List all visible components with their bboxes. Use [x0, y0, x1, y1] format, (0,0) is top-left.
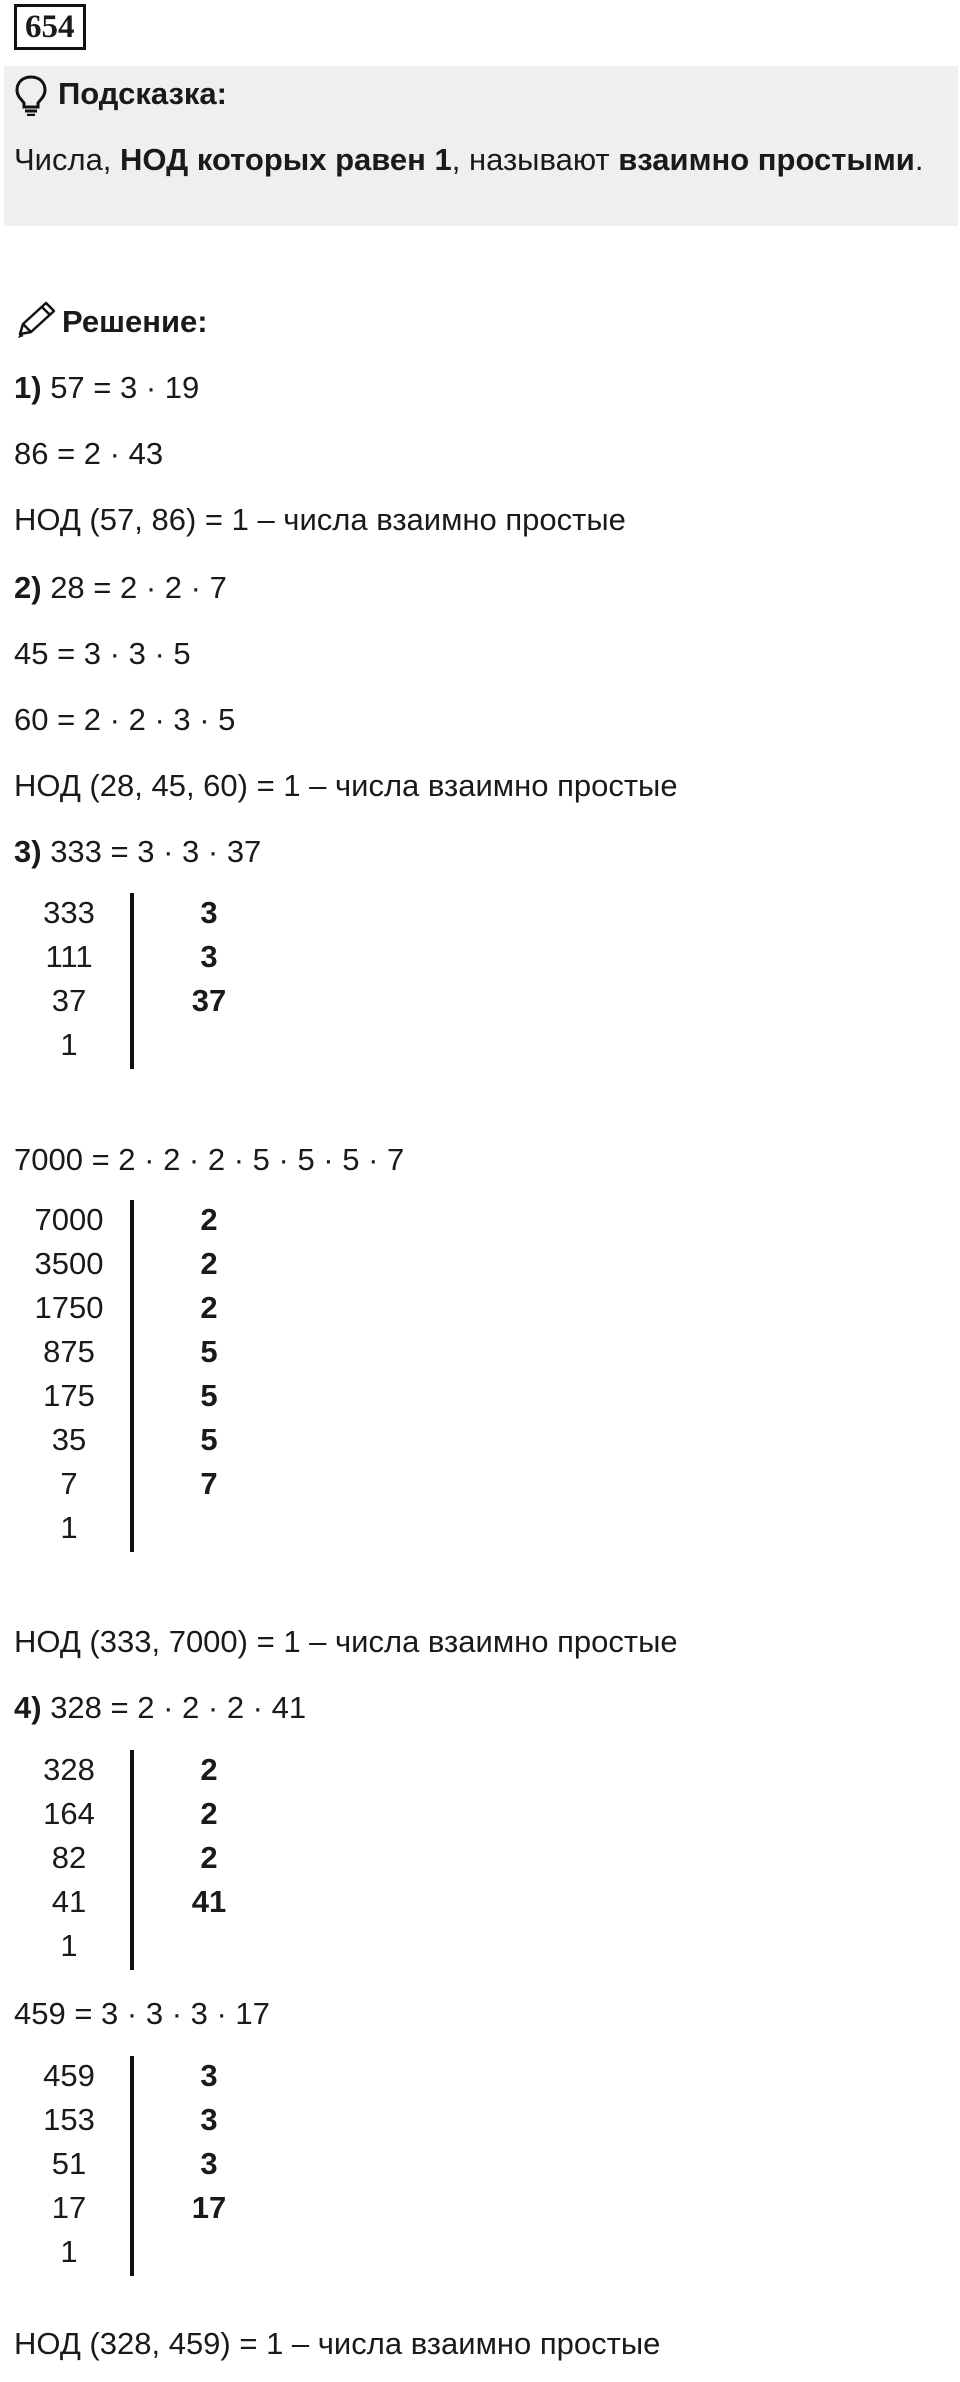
- part1-line2: 86 = 2 · 43: [14, 436, 164, 471]
- ladder-factor: 3: [200, 2146, 218, 2181]
- ladder-factor: 5: [200, 1334, 218, 1369]
- ladder-factor: 17: [191, 2190, 227, 2225]
- ladder-left-value: 333: [43, 895, 95, 930]
- ladder-factor: 7: [200, 1466, 218, 1501]
- ladder-factor: 3: [200, 895, 218, 930]
- ladder-left-value: 7000: [34, 1202, 104, 1237]
- ladder-factor: 2: [200, 1202, 218, 1237]
- ladder-left-value: 3500: [34, 1246, 104, 1281]
- ladder-divider: [130, 1750, 134, 1970]
- ladder-left-value: 153: [43, 2102, 95, 2137]
- part3-line1: 3) 333 = 3 · 3 · 37: [14, 834, 262, 869]
- ladder-factor: 5: [200, 1422, 218, 1457]
- ladder-left-value: 328: [43, 1752, 95, 1787]
- factor-ladder-459: [14, 2056, 254, 2276]
- part4-gcd: НОД (328, 459) = 1 – числа взаимно простые: [14, 2326, 661, 2361]
- ladder-factor: 2: [200, 1246, 218, 1281]
- ladder-divider: [130, 1200, 134, 1552]
- part2-line3: 60 = 2 · 2 · 3 · 5: [14, 702, 236, 737]
- ladder-factor: 2: [200, 1290, 218, 1325]
- ladder-left-value: 1: [60, 2234, 78, 2269]
- ladder-left-value: 41: [51, 1884, 87, 1919]
- ladder-left-value: 1750: [34, 1290, 104, 1325]
- factor-ladder-7000: [14, 1200, 254, 1552]
- part1-line1: 1) 57 = 3 · 19: [14, 370, 200, 405]
- hint-title: Подсказка:: [58, 76, 227, 111]
- ladder-left-value: 82: [51, 1840, 87, 1875]
- part2-line1: 2) 28 = 2 · 2 · 7: [14, 570, 227, 605]
- lightbulb-icon: [14, 74, 48, 116]
- ladder-left-value: 51: [51, 2146, 87, 2181]
- solution-title: Решение:: [62, 304, 208, 339]
- ladder-left-value: 111: [45, 939, 93, 974]
- pencil-icon: [14, 300, 58, 340]
- ladder-left-value: 1: [60, 1510, 78, 1545]
- ladder-factor: 2: [200, 1796, 218, 1831]
- ladder-left-value: 37: [51, 983, 87, 1018]
- ladder-factor: 2: [200, 1840, 218, 1875]
- ladder-left-value: 175: [43, 1378, 95, 1413]
- part2-line2: 45 = 3 · 3 · 5: [14, 636, 191, 671]
- part4-line1: 4) 328 = 2 · 2 · 2 · 41: [14, 1690, 307, 1725]
- part4-line2: 459 = 3 · 3 · 3 · 17: [14, 1996, 270, 2031]
- factor-ladder-333: [14, 893, 254, 1069]
- ladder-divider: [130, 893, 134, 1069]
- part1-gcd: НОД (57, 86) = 1 – числа взаимно простые: [14, 502, 626, 537]
- ladder-left-value: 1: [60, 1928, 78, 1963]
- factor-ladder-328: [14, 1750, 254, 1970]
- hint-text: Числа, НОД которых равен 1, называют взаимно простыми.: [14, 142, 924, 177]
- ladder-left-value: 35: [51, 1422, 87, 1457]
- ladder-factor: 41: [191, 1884, 227, 1919]
- ladder-divider: [130, 2056, 134, 2276]
- ladder-left-value: 875: [43, 1334, 95, 1369]
- part2-gcd: НОД (28, 45, 60) = 1 – числа взаимно простые: [14, 768, 678, 803]
- ladder-factor: 37: [191, 983, 227, 1018]
- ladder-left-value: 1: [60, 1027, 78, 1062]
- ladder-factor: 3: [200, 2058, 218, 2093]
- ladder-left-value: 459: [43, 2058, 95, 2093]
- ladder-left-value: 164: [43, 1796, 95, 1831]
- ladder-factor: 3: [200, 939, 218, 974]
- ladder-factor: 2: [200, 1752, 218, 1787]
- ladder-factor: 5: [200, 1378, 218, 1413]
- exercise-number: 654: [14, 4, 86, 50]
- ladder-factor: 3: [200, 2102, 218, 2137]
- part3-gcd: НОД (333, 7000) = 1 – числа взаимно простые: [14, 1624, 678, 1659]
- ladder-left-value: 17: [51, 2190, 87, 2225]
- part3-line2: 7000 = 2 · 2 · 2 · 5 · 5 · 5 · 7: [14, 1142, 405, 1177]
- ladder-left-value: 7: [60, 1466, 78, 1501]
